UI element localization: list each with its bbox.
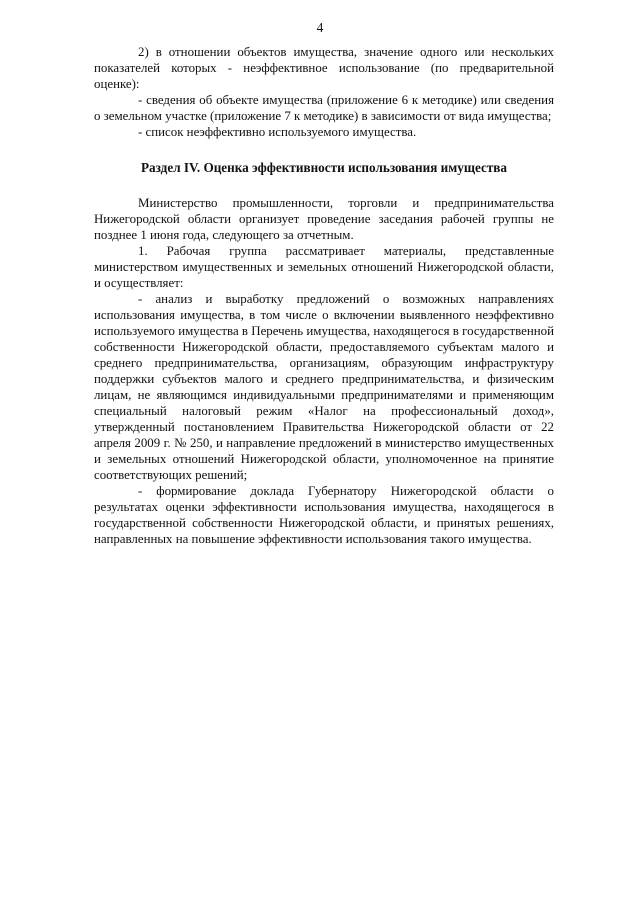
page-number: 4 [316, 20, 324, 35]
paragraph-ministry: Министерство промышленности, торговли и предпринимательства Нижегородской области организует проведение заседания рабочей группы не позднее 1 июня года, следующего за отчетным. [94, 196, 554, 242]
sub-item-ineffective-list: - список неэффективно используемого имущества. [138, 125, 417, 139]
paragraph-working-group: 1. Рабочая группа рассматривает материалы, представленные министерством имущественных и земельных отношений Нижегородской области, и осуществляет: [94, 244, 554, 290]
document-body [94, 44, 554, 547]
sub-item-analysis: - анализ и выработку предложений о возможных направлениях использования имущества, в том числе о включении выявленного неэффективно используемого имущества в Перечень имущества, находящегося в государственной собственности Нижегородской области, предоставляемого субъектам малого и среднего предпринимательства, организациям, образующим инфраструктуру поддержки субъектов малого и среднего предпринимательства, и физическим лицам, не являющимся индивидуальными предпринимателями и применяющим специальный налоговый режим «Налог на профессиональный доход», утвержденный постановлением Правительства Нижегородской области от 22 апреля 2009 г. № 250, и направление предложений в министерство имущественных и земельных отношений Нижегородской области, уполномоченное на принятие соответствующих решений; [94, 292, 554, 482]
list-item-2: 2) в отношении объектов имущества, значение одного или нескольких показателей которых - неэффективное использование (по предварительной оценке): [94, 45, 554, 91]
section-heading: Раздел IV. Оценка эффективности использования имущества [140, 160, 508, 175]
sub-item-report: - формирование доклада Губернатору Нижегородской области о результатах оценки эффективности использования имущества, находящегося в государственной собственности Нижегородской области, и принятых решениях, направленных на повышение эффективности использования такого имущества. [94, 484, 554, 546]
sub-item-property-info: - сведения об объекте имущества (приложение 6 к методике) или сведения о земельном участке (приложение 7 к методике) в зависимости от вида имущества; [94, 93, 554, 123]
